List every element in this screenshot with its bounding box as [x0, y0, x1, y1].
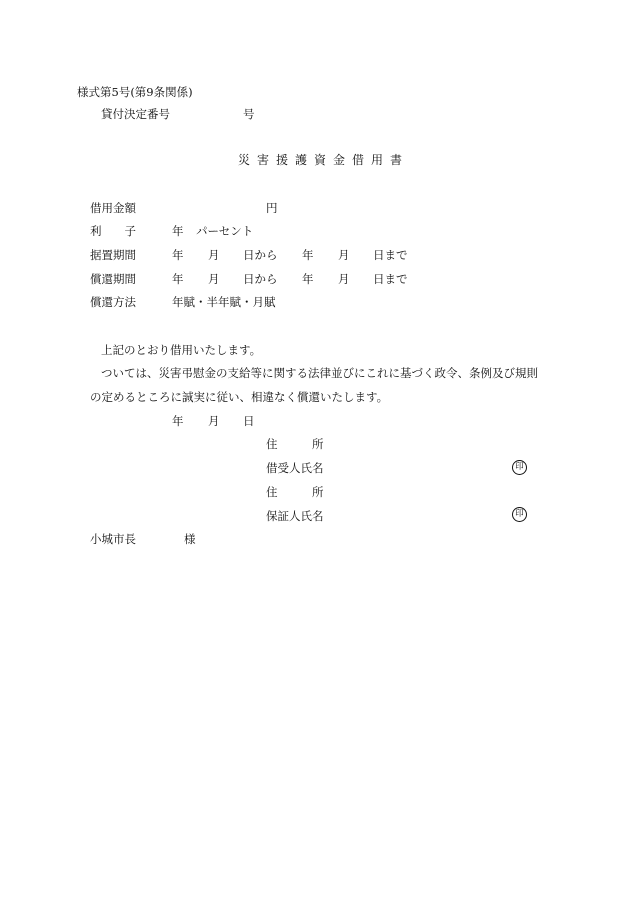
body-line-1: 上記のとおり借用いたします。	[101, 343, 262, 357]
method-label: 償還方法	[90, 295, 136, 309]
deferment-start-day: 日から	[243, 248, 278, 262]
method-value: 年賦・半年賦・月賦	[172, 295, 276, 309]
amount-label: 借用金額	[90, 201, 136, 215]
repayment-end-month: 月	[338, 272, 350, 286]
date-month: 月	[208, 414, 220, 428]
borrower-name-label: 借受人氏名	[266, 461, 324, 475]
deferment-end-year: 年	[302, 248, 314, 262]
repayment-end-year: 年	[302, 272, 314, 286]
deferment-label: 据置期間	[90, 248, 136, 262]
interest-percent: パーセント	[196, 224, 254, 238]
form-number-label: 様式第5号(第9条関係)	[77, 85, 193, 99]
deferment-end-day: 日まで	[373, 248, 408, 262]
repayment-start-year: 年	[172, 272, 184, 286]
loan-decision-number-suffix: 号	[243, 107, 255, 121]
borrower-seal-icon: 印	[512, 460, 527, 475]
repayment-start-month: 月	[208, 272, 220, 286]
addressee-name: 小城市長	[90, 532, 136, 546]
guarantor-address-label: 住 所	[266, 485, 324, 499]
deferment-start-year: 年	[172, 248, 184, 262]
date-year: 年	[172, 414, 184, 428]
body-line-3: の定めるところに誠実に従い、相違なく償還いたします。	[90, 390, 389, 404]
amount-unit: 円	[266, 201, 278, 215]
repayment-start-day: 日から	[243, 272, 278, 286]
repayment-end-day: 日まで	[373, 272, 408, 286]
date-day: 日	[243, 414, 255, 428]
repayment-label: 償還期間	[90, 272, 136, 286]
guarantor-name-label: 保証人氏名	[266, 509, 324, 523]
deferment-end-month: 月	[338, 248, 350, 262]
interest-year: 年	[172, 224, 184, 238]
body-line-2: ついては、災害弔慰金の支給等に関する法律並びにこれに基づく政令、条例及び規則	[101, 366, 538, 380]
document-title: 災害援護資金借用書	[238, 153, 410, 167]
addressee-honorific: 様	[184, 532, 196, 546]
loan-decision-number-label: 貸付決定番号	[101, 107, 170, 121]
borrower-address-label: 住 所	[266, 437, 324, 451]
guarantor-seal-icon: 印	[512, 507, 527, 522]
interest-label: 利 子	[90, 224, 136, 238]
deferment-start-month: 月	[208, 248, 220, 262]
